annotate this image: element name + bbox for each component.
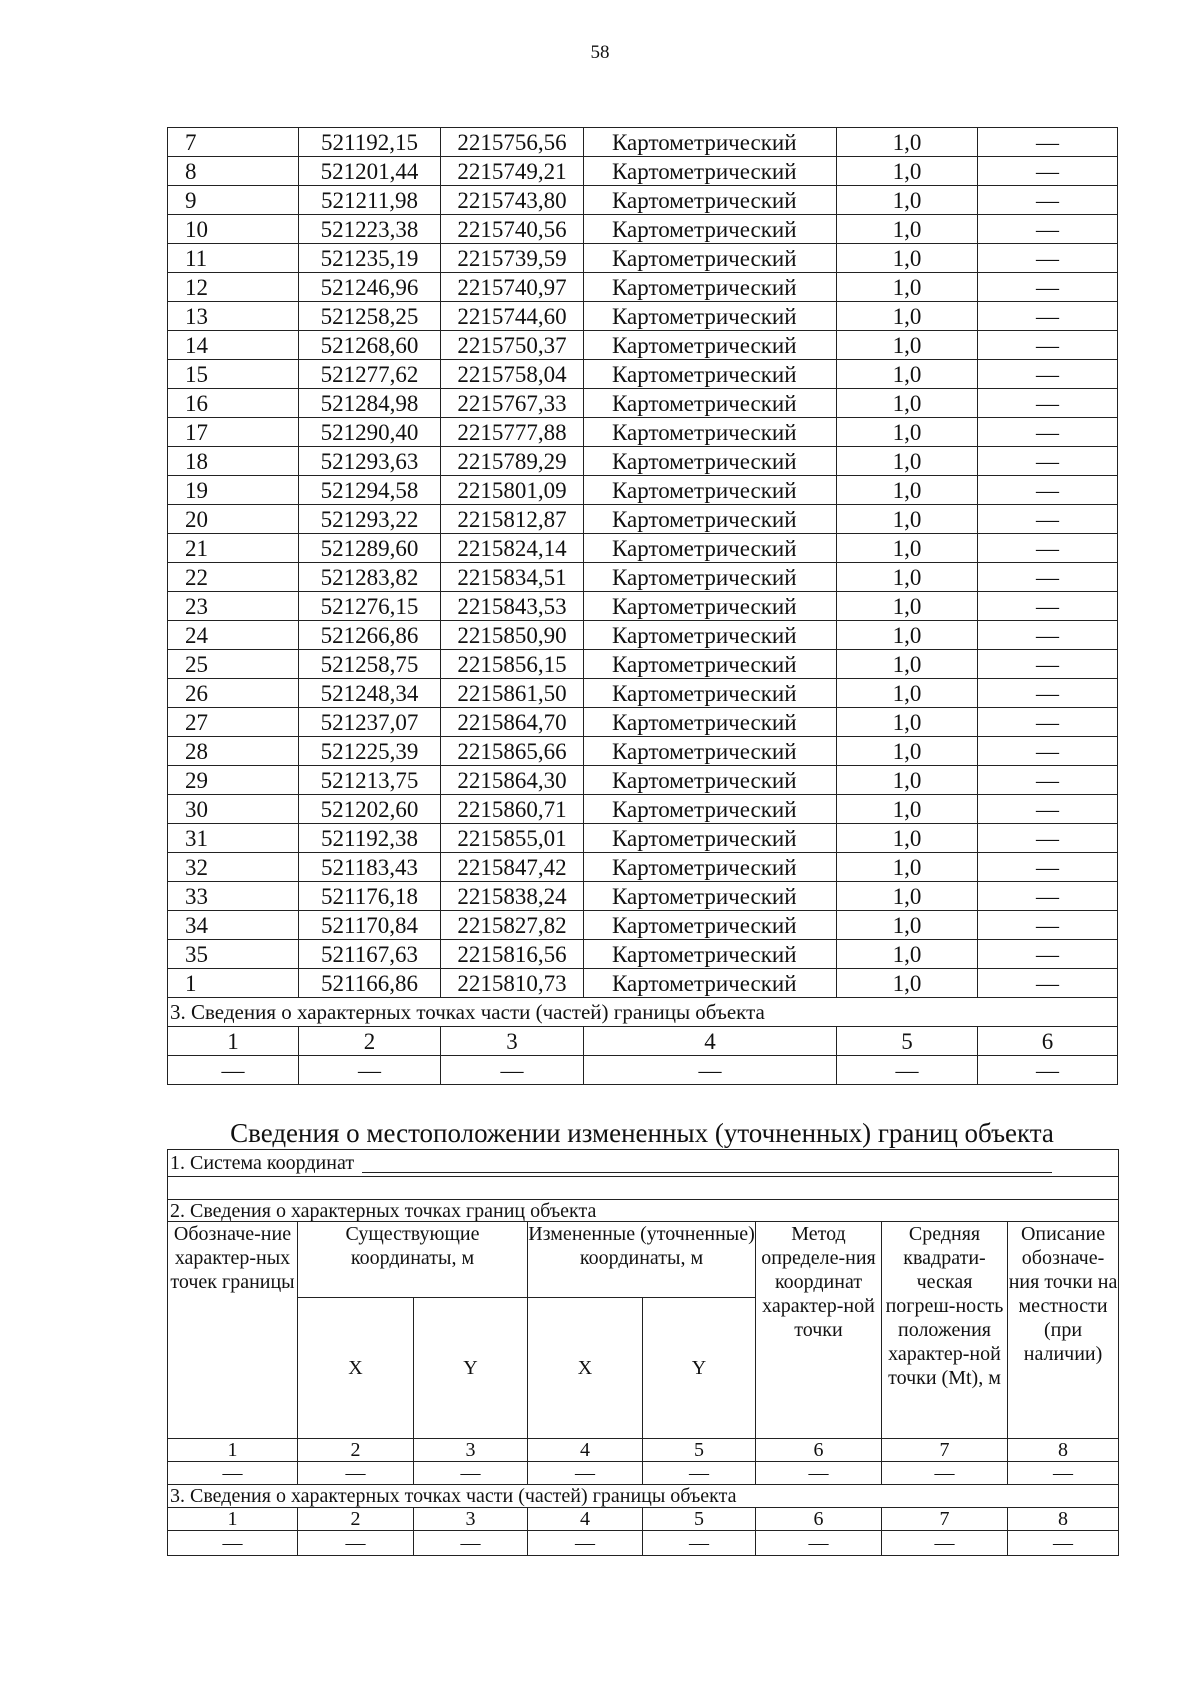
mt-cell: 1,0	[837, 244, 978, 273]
y-coord-cell: 2215777,88	[441, 418, 584, 447]
x-coord-cell: 521192,15	[299, 128, 441, 157]
x-coord-cell: 521277,62	[299, 360, 441, 389]
point-number-cell: 16	[168, 389, 299, 418]
mt-cell: 1,0	[837, 360, 978, 389]
header-designation: Обозначе-ние характер-ных точек границы	[168, 1222, 298, 1439]
point-number-cell: 24	[168, 621, 299, 650]
method-cell: Картометрический	[584, 708, 837, 737]
part-number-row	[168, 1508, 1119, 1531]
description-cell: —	[978, 882, 1118, 911]
col-number: 1	[168, 1027, 299, 1056]
dash-row	[168, 1462, 1119, 1485]
method-cell: Картометрический	[584, 940, 837, 969]
col-number: 6	[756, 1439, 882, 1462]
col-number: 4	[528, 1508, 643, 1531]
part-section-title: 3. Сведения о характерных точках части (частей) границы объекта	[168, 998, 1118, 1027]
x-coord-cell: 521283,82	[299, 563, 441, 592]
method-cell: Картометрический	[584, 302, 837, 331]
y-coord-cell: 2215758,04	[441, 360, 584, 389]
dash-cell: —	[441, 1056, 584, 1085]
table-row	[168, 128, 1118, 157]
table-row	[168, 418, 1118, 447]
description-cell: —	[978, 795, 1118, 824]
description-cell: —	[978, 534, 1118, 563]
header-description: Описание обозначе-ния точки на местности (при наличии)	[1008, 1222, 1119, 1439]
x-coord-cell: 521170,84	[299, 911, 441, 940]
dash-cell: —	[168, 1462, 298, 1485]
dash-row	[168, 1056, 1118, 1085]
description-cell: —	[978, 505, 1118, 534]
table-row	[168, 331, 1118, 360]
point-number-cell: 15	[168, 360, 299, 389]
y-coord-cell: 2215855,01	[441, 824, 584, 853]
description-cell: —	[978, 273, 1118, 302]
point-number-cell: 12	[168, 273, 299, 302]
dash-cell: —	[978, 1056, 1118, 1085]
col-number: 1	[168, 1508, 298, 1531]
mt-cell: 1,0	[837, 940, 978, 969]
x-coord-cell: 521237,07	[299, 708, 441, 737]
dash-cell: —	[298, 1462, 414, 1485]
x-coord-cell: 521201,44	[299, 157, 441, 186]
y-coord-cell: 2215744,60	[441, 302, 584, 331]
table-row	[168, 708, 1118, 737]
y-coord-cell: 2215861,50	[441, 679, 584, 708]
point-number-cell: 10	[168, 215, 299, 244]
header-x-changed: X	[528, 1298, 643, 1439]
point-number-cell: 19	[168, 476, 299, 505]
method-cell: Картометрический	[584, 650, 837, 679]
description-cell: —	[978, 418, 1118, 447]
description-cell: —	[978, 360, 1118, 389]
dash-cell: —	[1008, 1462, 1119, 1485]
col-number-row	[168, 1439, 1119, 1462]
col-number: 5	[643, 1439, 756, 1462]
method-cell: Картометрический	[584, 215, 837, 244]
method-cell: Картометрический	[584, 737, 837, 766]
y-coord-cell: 2215740,56	[441, 215, 584, 244]
x-coord-cell: 521202,60	[299, 795, 441, 824]
y-coord-cell: 2215856,15	[441, 650, 584, 679]
point-number-cell: 7	[168, 128, 299, 157]
x-coord-cell: 521266,86	[299, 621, 441, 650]
method-cell: Картометрический	[584, 186, 837, 215]
dash-cell: —	[298, 1531, 414, 1556]
point-number-cell: 9	[168, 186, 299, 215]
col-number: 5	[643, 1508, 756, 1531]
mt-cell: 1,0	[837, 708, 978, 737]
table-row	[168, 650, 1118, 679]
table-row	[168, 824, 1118, 853]
y-coord-cell: 2215824,14	[441, 534, 584, 563]
description-cell: —	[978, 476, 1118, 505]
method-cell: Картометрический	[584, 563, 837, 592]
point-number-cell: 32	[168, 853, 299, 882]
method-cell: Картометрический	[584, 911, 837, 940]
mt-cell: 1,0	[837, 331, 978, 360]
header-y-existing: Y	[414, 1298, 528, 1439]
header-y-changed: Y	[643, 1298, 756, 1439]
description-cell: —	[978, 824, 1118, 853]
point-number-cell: 23	[168, 592, 299, 621]
table-row	[168, 476, 1118, 505]
mt-cell: 1,0	[837, 302, 978, 331]
dash-cell: —	[414, 1462, 528, 1485]
mt-cell: 1,0	[837, 853, 978, 882]
description-cell: —	[978, 940, 1118, 969]
x-coord-cell: 521176,18	[299, 882, 441, 911]
method-cell: Картометрический	[584, 882, 837, 911]
method-cell: Картометрический	[584, 592, 837, 621]
table-row	[168, 505, 1118, 534]
point-number-cell: 8	[168, 157, 299, 186]
x-coord-cell: 521290,40	[299, 418, 441, 447]
mt-cell: 1,0	[837, 505, 978, 534]
mt-cell: 1,0	[837, 911, 978, 940]
col-number: 2	[298, 1439, 414, 1462]
x-coord-cell: 521294,58	[299, 476, 441, 505]
mt-cell: 1,0	[837, 128, 978, 157]
method-cell: Картометрический	[584, 128, 837, 157]
x-coord-cell: 521258,25	[299, 302, 441, 331]
y-coord-cell: 2215750,37	[441, 331, 584, 360]
table-row	[168, 186, 1118, 215]
table-row	[168, 882, 1118, 911]
y-coord-cell: 2215812,87	[441, 505, 584, 534]
dash-cell: —	[528, 1462, 643, 1485]
mt-cell: 1,0	[837, 766, 978, 795]
method-cell: Картометрический	[584, 621, 837, 650]
dash-cell: —	[882, 1531, 1008, 1556]
x-coord-cell: 521289,60	[299, 534, 441, 563]
description-cell: —	[978, 708, 1118, 737]
x-coord-cell: 521268,60	[299, 331, 441, 360]
mt-cell: 1,0	[837, 969, 978, 998]
point-number-cell: 26	[168, 679, 299, 708]
x-coord-cell: 521166,86	[299, 969, 441, 998]
point-number-cell: 34	[168, 911, 299, 940]
col-number-row	[168, 1027, 1118, 1056]
x-coord-cell: 521167,63	[299, 940, 441, 969]
col-number: 3	[414, 1508, 528, 1531]
mt-cell: 1,0	[837, 795, 978, 824]
dash-cell: —	[168, 1056, 299, 1085]
method-cell: Картометрический	[584, 795, 837, 824]
y-coord-cell: 2215816,56	[441, 940, 584, 969]
mt-cell: 1,0	[837, 882, 978, 911]
y-coord-cell: 2215865,66	[441, 737, 584, 766]
col-number: 7	[882, 1439, 1008, 1462]
col-number: 2	[299, 1027, 441, 1056]
point-number-cell: 29	[168, 766, 299, 795]
y-coord-cell: 2215756,56	[441, 128, 584, 157]
table-row	[168, 679, 1118, 708]
table-row	[168, 447, 1118, 476]
col-number: 4	[584, 1027, 837, 1056]
mt-cell: 1,0	[837, 476, 978, 505]
empty-row	[168, 1177, 1119, 1200]
description-cell: —	[978, 737, 1118, 766]
x-coord-cell: 521211,98	[299, 186, 441, 215]
col-number: 3	[414, 1439, 528, 1462]
y-coord-cell: 2215801,09	[441, 476, 584, 505]
mt-cell: 1,0	[837, 650, 978, 679]
x-coord-cell: 521258,75	[299, 650, 441, 679]
description-cell: —	[978, 215, 1118, 244]
x-coord-cell: 521284,98	[299, 389, 441, 418]
method-cell: Картометрический	[584, 476, 837, 505]
method-cell: Картометрический	[584, 157, 837, 186]
table-row	[168, 273, 1118, 302]
point-number-cell: 13	[168, 302, 299, 331]
mt-cell: 1,0	[837, 679, 978, 708]
table-row	[168, 621, 1118, 650]
description-cell: —	[978, 244, 1118, 273]
method-cell: Картометрический	[584, 418, 837, 447]
method-cell: Картометрический	[584, 853, 837, 882]
table-row	[168, 911, 1118, 940]
col-number: 1	[168, 1439, 298, 1462]
table-row	[168, 389, 1118, 418]
mt-cell: 1,0	[837, 215, 978, 244]
y-coord-cell: 2215834,51	[441, 563, 584, 592]
point-number-cell: 1	[168, 969, 299, 998]
y-coord-cell: 2215749,21	[441, 157, 584, 186]
method-cell: Картометрический	[584, 389, 837, 418]
col-number: 6	[978, 1027, 1118, 1056]
point-number-cell: 35	[168, 940, 299, 969]
description-cell: —	[978, 969, 1118, 998]
mt-cell: 1,0	[837, 824, 978, 853]
boundary-points-table	[167, 127, 1118, 1085]
dash-cell: —	[168, 1531, 298, 1556]
y-coord-cell: 2215739,59	[441, 244, 584, 273]
description-cell: —	[978, 157, 1118, 186]
description-cell: —	[978, 186, 1118, 215]
header-changed-coords: Измененные (уточненные) координаты, м	[528, 1222, 756, 1298]
point-number-cell: 17	[168, 418, 299, 447]
method-cell: Картометрический	[584, 244, 837, 273]
description-cell: —	[978, 853, 1118, 882]
point-number-cell: 14	[168, 331, 299, 360]
x-coord-cell: 521183,43	[299, 853, 441, 882]
point-number-cell: 11	[168, 244, 299, 273]
dash-cell: —	[837, 1056, 978, 1085]
description-cell: —	[978, 766, 1118, 795]
y-coord-cell: 2215847,42	[441, 853, 584, 882]
point-number-cell: 28	[168, 737, 299, 766]
method-cell: Картометрический	[584, 534, 837, 563]
table-row	[168, 215, 1118, 244]
y-coord-cell: 2215838,24	[441, 882, 584, 911]
x-coord-cell: 521248,34	[299, 679, 441, 708]
dash-cell: —	[414, 1531, 528, 1556]
x-coord-cell: 521293,63	[299, 447, 441, 476]
y-coord-cell: 2215843,53	[441, 592, 584, 621]
x-coord-cell: 521213,75	[299, 766, 441, 795]
x-coord-cell: 521293,22	[299, 505, 441, 534]
description-cell: —	[978, 679, 1118, 708]
description-cell: —	[978, 389, 1118, 418]
y-coord-cell: 2215810,73	[441, 969, 584, 998]
header-x-existing: X	[298, 1298, 414, 1439]
mt-cell: 1,0	[837, 273, 978, 302]
point-number-cell: 22	[168, 563, 299, 592]
description-cell: —	[978, 331, 1118, 360]
method-cell: Картометрический	[584, 360, 837, 389]
point-number-cell: 33	[168, 882, 299, 911]
col-number: 8	[1008, 1439, 1119, 1462]
dash-cell: —	[756, 1462, 882, 1485]
x-coord-cell: 521223,38	[299, 215, 441, 244]
description-cell: —	[978, 592, 1118, 621]
table-row	[168, 244, 1118, 273]
x-coord-cell: 521225,39	[299, 737, 441, 766]
table-row	[168, 795, 1118, 824]
page-number: 58	[590, 42, 610, 63]
x-coord-cell: 521276,15	[299, 592, 441, 621]
dash-cell: —	[299, 1056, 441, 1085]
col-number: 6	[756, 1508, 882, 1531]
col-number: 4	[528, 1439, 643, 1462]
table-row	[168, 302, 1118, 331]
y-coord-cell: 2215860,71	[441, 795, 584, 824]
table-row	[168, 969, 1118, 998]
table-row	[168, 940, 1118, 969]
description-cell: —	[978, 650, 1118, 679]
method-cell: Картометрический	[584, 273, 837, 302]
dash-cell: —	[1008, 1531, 1119, 1556]
table-row	[168, 157, 1118, 186]
points-section-title: 2. Сведения о характерных точках границ объекта	[168, 1200, 1119, 1222]
table-row	[168, 853, 1118, 882]
description-cell: —	[978, 911, 1118, 940]
table-row	[168, 592, 1118, 621]
col-number: 2	[298, 1508, 414, 1531]
point-number-cell: 18	[168, 447, 299, 476]
y-coord-cell: 2215789,29	[441, 447, 584, 476]
method-cell: Картометрический	[584, 331, 837, 360]
mt-cell: 1,0	[837, 621, 978, 650]
method-cell: Картометрический	[584, 969, 837, 998]
coord-system-row	[168, 1150, 1119, 1177]
point-number-cell: 21	[168, 534, 299, 563]
point-number-cell: 30	[168, 795, 299, 824]
x-coord-cell: 521235,19	[299, 244, 441, 273]
header-method: Метод определе-ния координат характер-ной точки	[756, 1222, 882, 1439]
table-row	[168, 563, 1118, 592]
table-row	[168, 534, 1118, 563]
mt-cell: 1,0	[837, 389, 978, 418]
dash-cell: —	[528, 1531, 643, 1556]
mt-cell: 1,0	[837, 186, 978, 215]
method-cell: Картометрический	[584, 505, 837, 534]
part-section-title: 3. Сведения о характерных точках части (частей) границы объекта	[168, 1485, 1119, 1508]
y-coord-cell: 2215864,30	[441, 766, 584, 795]
y-coord-cell: 2215827,82	[441, 911, 584, 940]
point-number-cell: 25	[168, 650, 299, 679]
y-coord-cell: 2215740,97	[441, 273, 584, 302]
mt-cell: 1,0	[837, 157, 978, 186]
dash-cell: —	[756, 1531, 882, 1556]
table-row	[168, 360, 1118, 389]
col-number: 3	[441, 1027, 584, 1056]
changed-boundaries-title: Сведения о местоположении измененных (уточненных) границ объекта	[230, 1118, 1054, 1148]
dash-cell: —	[643, 1462, 756, 1485]
method-cell: Картометрический	[584, 824, 837, 853]
table-row	[168, 766, 1118, 795]
y-coord-cell: 2215743,80	[441, 186, 584, 215]
coord-system-label: 1. Система координат	[170, 1152, 355, 1174]
point-number-cell: 20	[168, 505, 299, 534]
dash-cell: —	[643, 1531, 756, 1556]
description-cell: —	[978, 447, 1118, 476]
header-existing-coords: Существующие координаты, м	[298, 1222, 528, 1298]
y-coord-cell: 2215850,90	[441, 621, 584, 650]
description-cell: —	[978, 621, 1118, 650]
table-row	[168, 737, 1118, 766]
col-number: 8	[1008, 1508, 1119, 1531]
method-cell: Картометрический	[584, 766, 837, 795]
dash-cell: —	[882, 1462, 1008, 1485]
y-coord-cell: 2215767,33	[441, 389, 584, 418]
mt-cell: 1,0	[837, 418, 978, 447]
col-number: 7	[882, 1508, 1008, 1531]
description-cell: —	[978, 563, 1118, 592]
coord-system-blank	[362, 1154, 1052, 1173]
mt-cell: 1,0	[837, 737, 978, 766]
part-dash-row	[168, 1531, 1119, 1556]
mt-cell: 1,0	[837, 592, 978, 621]
header-mt: Средняя квадрати-ческая погреш-ность положения характер-ной точки (Mt), м	[882, 1222, 1008, 1439]
method-cell: Картометрический	[584, 447, 837, 476]
description-cell: —	[978, 302, 1118, 331]
dash-cell: —	[584, 1056, 837, 1085]
mt-cell: 1,0	[837, 563, 978, 592]
changed-boundaries-table	[167, 1149, 1119, 1556]
y-coord-cell: 2215864,70	[441, 708, 584, 737]
mt-cell: 1,0	[837, 534, 978, 563]
x-coord-cell: 521246,96	[299, 273, 441, 302]
method-cell: Картометрический	[584, 679, 837, 708]
description-cell: —	[978, 128, 1118, 157]
point-number-cell: 31	[168, 824, 299, 853]
point-number-cell: 27	[168, 708, 299, 737]
col-number: 5	[837, 1027, 978, 1056]
x-coord-cell: 521192,38	[299, 824, 441, 853]
mt-cell: 1,0	[837, 447, 978, 476]
